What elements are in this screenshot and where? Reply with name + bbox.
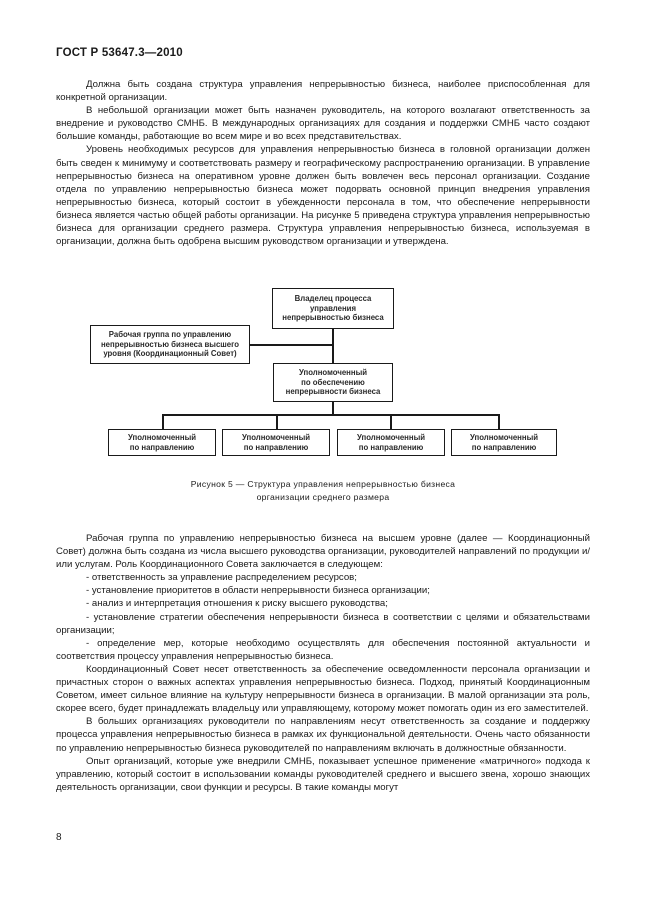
document-header: ГОСТ Р 53647.3—2010	[56, 47, 183, 59]
connector-line	[332, 329, 334, 363]
paragraph: В небольшой организации может быть назначен руководитель, на которого возлагают ответственность за внедрение и руководство СМНБ. В международных организациях для создания и поддержки СМНБ часто создают большие команды, работающие во всем мире и во всех представительствах.	[56, 105, 590, 143]
connector-line	[390, 414, 392, 429]
paragraph: В больших организациях руководители по направлениям несут ответственность за создание и поддержку процесса управления непрерывностью бизнеса в рамках их функциональной деятельности. Очень часто обязанности по управлению непрерывностью бизнеса руководителей по направлениям включать в должностные обязанности.	[56, 716, 590, 754]
connector-line	[250, 344, 332, 346]
list-item: - определение мер, которые необходимо осуществлять для обеспечения постоянной актуальности и соответствия процессу управления непрерывностью бизнеса.	[56, 637, 590, 662]
authorized-direction-box: Уполномоченный по направлению	[108, 429, 216, 456]
paragraph: Уровень необходимых ресурсов для управления непрерывностью бизнеса в головной организации должен быть сведен к минимуму и соответствовать размеру и географическому распространению организации. В управление непрерывностью бизнеса на оперативном уровне должен быть вовлечен весь персонал организации. Создание отдела по управлению непрерывностью бизнеса может подорвать основной принцип внедрения управления непрерывностью бизнеса, который состоит в убежденности персонала в том, что обеспечение непрерывности бизнеса является частью общей работы организации. На рисунке 5 приведена структура управления непрерывностью бизнеса для организации среднего размера. Структура управления непрерывностью бизнеса, используемая в организации, должна быть одобрена высшим руководством организации и утверждена.	[56, 144, 590, 248]
authorized-main-box: Уполномоченный по обеспечению непрерывности бизнеса	[273, 363, 393, 402]
paragraph: Опыт организаций, которые уже внедрили СМНБ, показывает успешное применение «матричного» подхода к управлению, который состоит в использовании команды руководителей среднего и высшего звена, хорошо знающих деятельность организации, свои функции и ресурсы. В такие команды могут	[56, 755, 590, 793]
working-group-box: Рабочая группа по управлению непрерывностью бизнеса высшего уровня (Координационный Совет)	[90, 325, 250, 364]
figure-caption: Рисунок 5 — Структура управления непрерывностью бизнеса организации среднего размера	[190, 479, 456, 502]
paragraph: Должна быть создана структура управления непрерывностью бизнеса, наиболее приспособленная для конкретной организации.	[56, 79, 590, 104]
paragraph: Координационный Совет несет ответственность за обеспечение осведомленности персонала организации и причастных сторон о важных аспектах управления непрерывностью бизнеса. Подход, принятый Координационным Советом, имеет сильное влияние на культуру непрерывности бизнеса в организации. В малой организации эта роль, скорее всего, будет принадлежать владельцу или управляющему, которому может помогать один из его заместителей.	[56, 663, 590, 715]
authorized-direction-box: Уполномоченный по направлению	[451, 429, 557, 456]
body-text	[56, 532, 590, 794]
connector-line	[276, 414, 278, 429]
list-item: - установление приоритетов в области непрерывности бизнеса организации;	[86, 585, 430, 597]
list-item: - анализ и интерпретация отношения к риску высшего руководства;	[86, 598, 388, 610]
connector-line	[498, 414, 500, 429]
connector-line	[162, 414, 499, 416]
page-number: 8	[56, 832, 62, 843]
intro-text	[56, 78, 590, 248]
authorized-direction-box: Уполномоченный по направлению	[337, 429, 445, 456]
process-owner-box: Владелец процесса управления непрерывностью бизнеса	[272, 288, 394, 329]
connector-line	[162, 414, 164, 429]
list-item: - установление стратегии обеспечения непрерывности бизнеса в соответствии с целями и обязательствами организации;	[56, 611, 590, 636]
paragraph: Рабочая группа по управлению непрерывностью бизнеса на высшем уровне (далее — Координационный Совет) должна быть создана из числа высшего руководства организации, руководителей направлений по продукции и/или услугам. Роль Координационного Совета заключается в следующем:	[56, 533, 590, 571]
list-item: - ответственность за управление распределением ресурсов;	[86, 572, 357, 584]
authorized-direction-box: Уполномоченный по направлению	[222, 429, 330, 456]
